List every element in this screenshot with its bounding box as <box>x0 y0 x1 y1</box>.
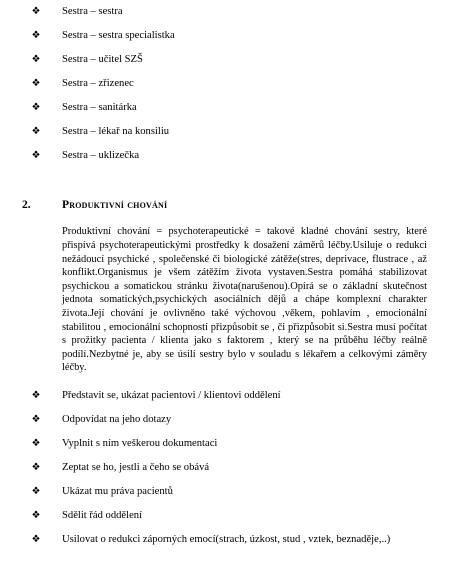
four-diamond-bullet-icon: ❖ <box>31 462 41 473</box>
four-diamond-bullet-icon: ❖ <box>31 510 41 521</box>
four-diamond-bullet-icon: ❖ <box>31 486 41 497</box>
document-page: ❖ Sestra – sestra ❖ Sestra – sestra specialistka ❖ Sestra – učitel SZŠ ❖ Sestra – zřizenec ❖ Sestra – sanitárka ❖ Sestra – lékař na konsiliu ❖ Sestra – uklizečka 2. Produktivní chování Produktivní chování = psychoterapeutické = takové kladné chování sestry, které přispívá psychoterapeutickými prostředky k dosažení záměrů léčby.Usiluje o redukci nežádoucí psychické , společenské či biologické zátěže(stres, deprivace, flustrace , až konflikt.Organismus je všem zátěžím života vystaven.Sestra pomáhá stabilizovat psychickou a somatickou stránku života(narušenou).Opírá se o základní skutečnost jednota somatických,psychických asociálních dějů a chápe komplexní charakter života.Její chování je ovlivněno také výchovou ,věkem, pohlavím , emocionální stabilitou , emocionální schopností přizpůsobit se , či přizpůsobit si.Sestra musí počítat s prožitky pacienta / klienta jako s faktorem , který se na průběhu léčby reálně podílí.Nezbytné je, aby se úsilí sestry bylo v souladu s lékařem a celkovými záměry léčby. ❖ Představit se, ukázat pacientovi / klientovi oddělení ❖ Odpovídat na jeho dotazy ❖ Vyplnit s ním veškerou dokumentaci ❖ Zeptat se ho, jestli a čeho se obává ❖ Ukázat mu práva pacientů ❖ Sdělit řád oddělení ❖ Usilovat o redukci záporných emocí(strach, úzkost, stud , vztek, beznaděje,..) <box>0 0 460 568</box>
four-diamond-bullet-icon: ❖ <box>31 126 41 137</box>
section-heading <box>22 199 167 211</box>
four-diamond-bullet-icon: ❖ <box>31 6 41 17</box>
four-diamond-bullet-icon: ❖ <box>31 438 41 449</box>
four-diamond-bullet-icon: ❖ <box>31 30 41 41</box>
four-diamond-bullet-icon: ❖ <box>31 150 41 161</box>
four-diamond-bullet-icon: ❖ <box>31 414 41 425</box>
section-paragraph: Produktivní chování = psychoterapeutické = takové kladné chování sestry, které přispívá psychoterapeutickými prostředky k dosažení záměrů léčby.Usiluje o redukci nežádoucí psychické , společenské či biologické zátěže(stres, deprivace, flustrace , až konflikt.Organismus je všem zátěžím života vystaven.Sestra pomáhá stabilizovat psychickou a somatickou stránku života(narušenou).Opírá se o základní skutečnost jednota somatických,psychických asociálních dějů a chápe komplexní charakter života.Její chování je ovlivněno také výchovou ,věkem, pohlavím , emocionální stabilitou , emocionální schopností přizpůsobit se , či přizpůsobit si.Sestra musí počítat s prožitky pacienta / klienta jako s faktorem , který se na průběhu léčby reálně podílí.Nezbytné je, aby se úsilí sestry bylo v souladu s lékařem a celkovými záměry léčby. <box>62 226 427 374</box>
section-number: 2. <box>22 199 31 211</box>
four-diamond-bullet-icon: ❖ <box>31 102 41 113</box>
four-diamond-bullet-icon: ❖ <box>31 54 41 65</box>
four-diamond-bullet-icon: ❖ <box>31 390 41 401</box>
four-diamond-bullet-icon: ❖ <box>31 534 41 545</box>
section-title: Produktivní chování <box>62 199 168 211</box>
four-diamond-bullet-icon: ❖ <box>31 78 41 89</box>
